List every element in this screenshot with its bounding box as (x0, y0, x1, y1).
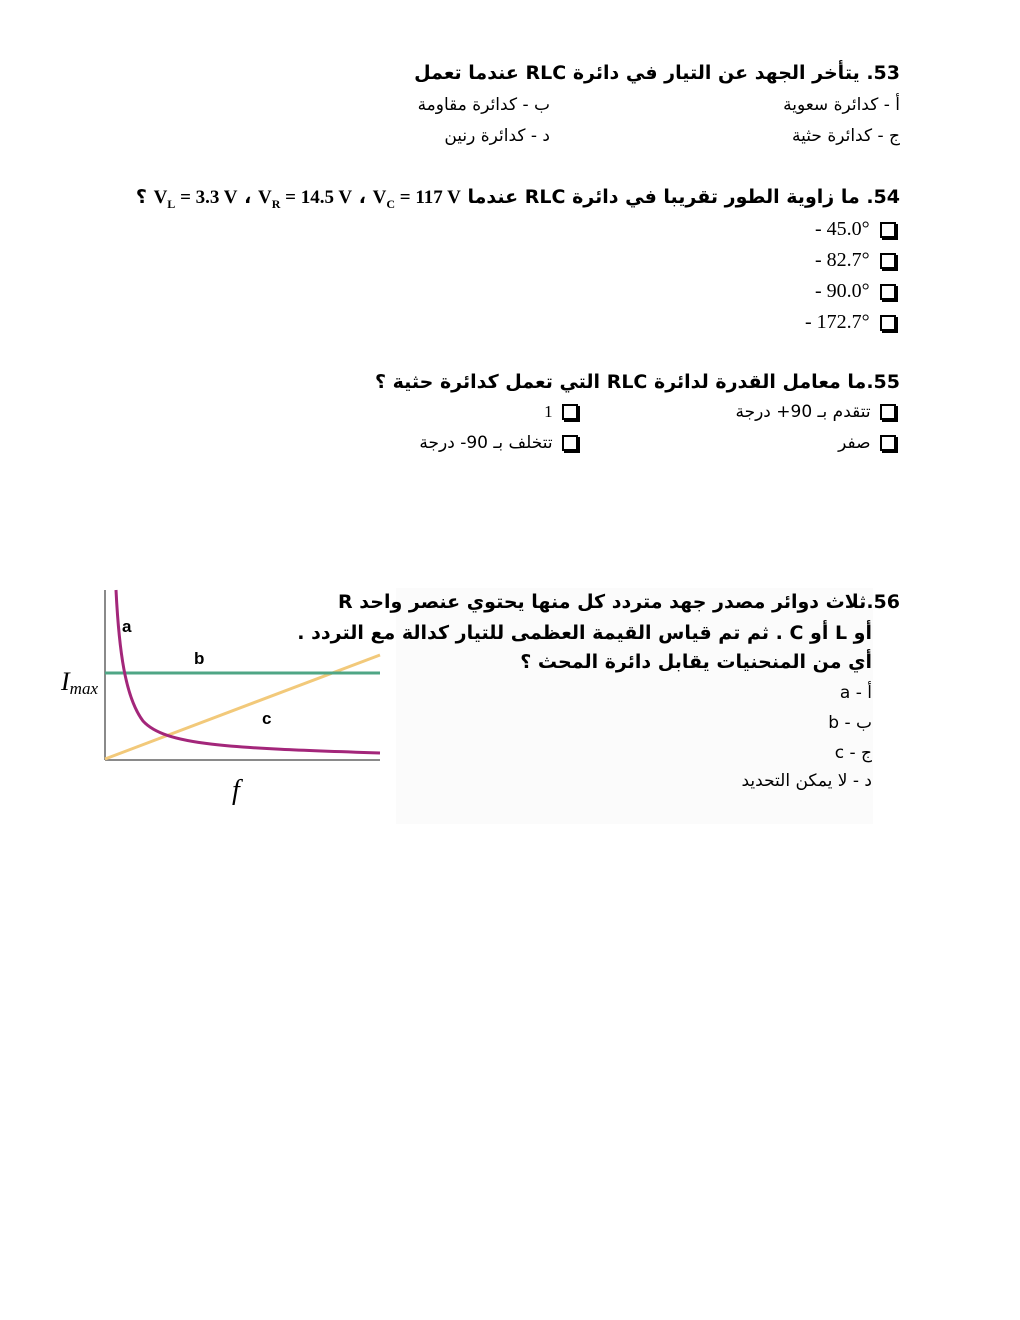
q56-line-3: أي من المنحنيات يقابل دائرة المحث ؟ (520, 651, 872, 673)
q55-option-lead[interactable] (735, 402, 900, 422)
q54-sep-1: ، (358, 186, 366, 208)
x-axis-label: f (232, 775, 240, 806)
q55-option-one-label: 1 (544, 402, 553, 421)
q54-option-1-label: - 45.0° (814, 218, 870, 240)
checkbox-icon[interactable] (880, 253, 896, 269)
q54-option-1[interactable] (815, 216, 900, 241)
curve-c-label: c (262, 709, 272, 728)
q54-option-3-label: - 90.0° (814, 280, 870, 302)
q54-option-4[interactable] (805, 309, 900, 334)
checkbox-icon[interactable] (562, 435, 578, 451)
q55-option-zero-label: صفر (838, 433, 871, 453)
q55-option-zero[interactable] (838, 433, 900, 453)
checkbox-icon[interactable] (880, 284, 896, 300)
q53-option-c: ج - كدائرة حثية (792, 126, 900, 146)
q56-line-1: 56.ثلاث دوائر مصدر جهد متردد كل منها يحتوي عنصر واحد R (338, 591, 900, 613)
curve-b-label: b (194, 649, 205, 668)
curve-c (105, 655, 380, 759)
q53-option-a: أ - كدائرة سعوية (783, 95, 900, 115)
q54-question-mark: ؟ (135, 186, 147, 208)
q56-line-2: أو L أو C . ثم تم قياس القيمة العظمى للتيار كدالة مع التردد . (297, 622, 872, 644)
checkbox-icon[interactable] (562, 404, 578, 420)
q56-option-a: أ - a (839, 683, 872, 703)
y-axis-label (60, 667, 98, 698)
q54-option-2[interactable] (815, 247, 900, 272)
q55-option-lag-label: تتخلف بـ 90- درجة (419, 433, 553, 453)
q54-title (136, 186, 900, 212)
q53-option-d: د - كدائرة رنين (444, 126, 550, 146)
imax-vs-frequency-graph (55, 585, 385, 810)
q55-option-lag[interactable] (419, 433, 582, 453)
q54-vl: $V_L = 3.3$ V (153, 187, 238, 211)
q54-vr: $V_R = 14.5$ V (258, 187, 353, 211)
q55-title: 55.ما معامل القدرة لدائرة RLC التي تعمل كدائرة حثية ؟ (374, 371, 900, 393)
y-axis-label-main: I (61, 667, 70, 696)
q54-option-3[interactable] (815, 278, 900, 303)
q54-option-2-label: - 82.7° (814, 249, 870, 271)
checkbox-icon[interactable] (880, 222, 896, 238)
q56-option-d: د - لا يمكن التحديد (741, 771, 872, 791)
q56-option-c: ج - c (834, 743, 872, 763)
q54-sep-2: ، (244, 186, 252, 208)
q56-option-b: ب - b (828, 713, 872, 733)
q53-title: 53. يتأخر الجهد عن التيار في دائرة RLC عندما تعمل (414, 62, 900, 84)
q55-option-one[interactable] (544, 402, 582, 422)
checkbox-icon[interactable] (880, 435, 896, 451)
q54-vc: $V_C = 117$ V (372, 187, 461, 211)
q53-option-b: ب - كدائرة مقاومة (417, 95, 550, 115)
q54-option-4-label: - 172.7° (804, 311, 870, 333)
checkbox-icon[interactable] (880, 315, 896, 331)
y-axis-label-sub: max (69, 679, 98, 698)
q55-option-lead-label: تتقدم بـ 90+ درجة (735, 402, 871, 422)
checkbox-icon[interactable] (880, 404, 896, 420)
q54-title-text: 54. ما زاوية الطور تقريبا في دائرة RLC عندما (467, 186, 900, 208)
curve-a-label: a (122, 617, 132, 636)
